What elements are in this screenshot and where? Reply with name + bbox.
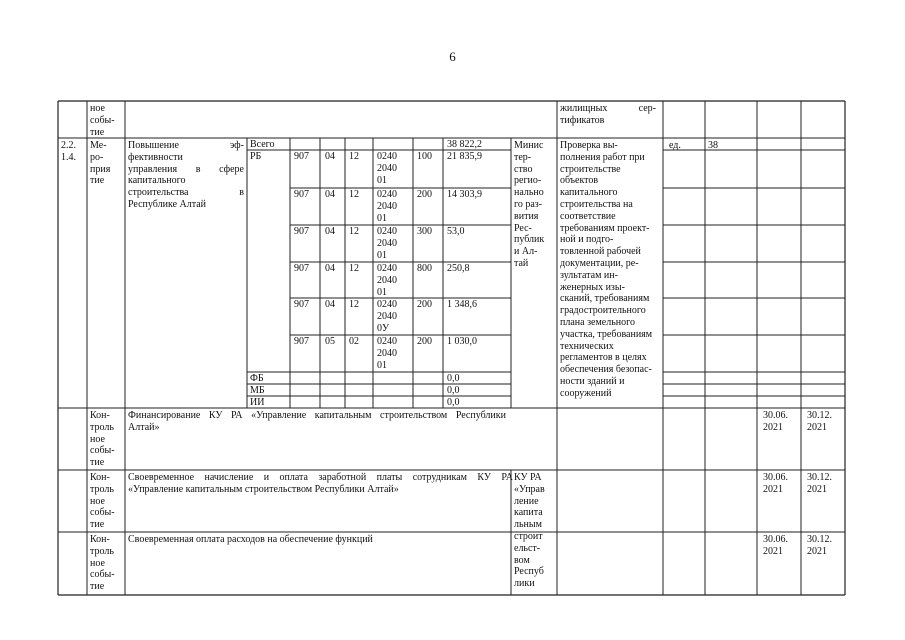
event-name-word: сфере: [219, 163, 244, 175]
budget-vr: 300: [417, 226, 432, 237]
event-kind-text: тие: [90, 126, 105, 138]
date-start: 30.06.: [763, 534, 788, 545]
control-event-text-word: строительством: [380, 410, 448, 421]
control-event-text: «Управление капитальным строительством Республики Алтай»: [128, 483, 399, 495]
control-event-text: [128, 410, 506, 422]
indicator-text: требованиям проект-: [560, 222, 650, 234]
control-event-kind: троль: [90, 545, 114, 557]
executor-text: тай: [514, 258, 529, 269]
indicator-text: тификатов: [560, 114, 605, 126]
budget-amount: 21 835,9: [447, 151, 482, 162]
event-kind-text: тие: [90, 175, 105, 187]
budget-amount: 0,0: [447, 397, 460, 408]
executor-text: ство: [514, 163, 533, 175]
control-event-text: Своевременная оплата расходов на обеспечение функций: [128, 534, 373, 545]
event-name: [128, 164, 244, 176]
budget-grbs: 907: [294, 336, 309, 347]
budget-pr: 12: [349, 189, 359, 200]
control-event-kind: Кон-: [90, 534, 110, 545]
budget-amount: 0,0: [447, 373, 460, 384]
target-value: 38: [708, 140, 718, 151]
budget-csr: 2040: [377, 274, 397, 286]
control-event-text-word: начисление: [204, 472, 254, 483]
budget-grbs: 907: [294, 263, 309, 274]
budget-grbs: 907: [294, 151, 309, 162]
control-event-text-word: заработной: [318, 472, 367, 483]
date-start: 30.06.: [763, 472, 788, 483]
indicator-text: соответствие: [560, 210, 616, 222]
event-name-word: строительства: [128, 187, 189, 199]
indicator-text: капитального: [560, 187, 618, 199]
control-event-text-word: РА: [501, 472, 513, 483]
indicator-text: сканий, требованиям: [560, 293, 650, 305]
event-name-word: в: [195, 163, 201, 175]
budget-csr: 01: [377, 212, 387, 224]
budget-rz: 04: [325, 299, 335, 310]
budget-rz: 04: [325, 263, 335, 274]
indicator-text: обеспечения безопас-: [560, 364, 652, 376]
date-start: 30.06.: [763, 410, 788, 421]
control-event-kind: тие: [90, 519, 105, 531]
budget-csr: 0240: [377, 226, 397, 237]
indicator-text-word: жилищных: [560, 103, 608, 114]
budget-amount: 0,0: [447, 385, 460, 396]
indicator-text: ности зданий и: [560, 376, 625, 387]
indicator-text: ной и подго-: [560, 234, 614, 246]
budget-grbs: 907: [294, 226, 309, 237]
event-name: [128, 140, 244, 152]
budget-source: Всего: [250, 139, 275, 150]
executor-text: нально: [514, 187, 544, 199]
budget-grbs: 907: [294, 299, 309, 310]
control-event-kind: ное: [90, 557, 105, 569]
budget-amount: 1 348,6: [447, 299, 477, 310]
control-event-text-word: КУ: [477, 472, 491, 483]
indicator-text: строительстве: [560, 163, 621, 175]
control-event-text-word: платы: [376, 472, 403, 483]
control-event-kind: собы-: [90, 507, 115, 519]
control-event-kind: Кон-: [90, 472, 110, 483]
event-name: [128, 187, 244, 199]
budget-pr: 02: [349, 336, 359, 347]
event-name-word: управления: [128, 163, 178, 175]
budget-csr: 0240: [377, 151, 397, 162]
control-event-text: Алтай»: [128, 421, 160, 433]
indicator-text: технических: [560, 340, 614, 352]
control-event-executor: ельст-: [514, 542, 541, 554]
indicator-text: регламентов в целях: [560, 352, 647, 364]
budget-pr: 12: [349, 151, 359, 162]
indicator-text: строительства на: [560, 199, 633, 210]
budget-csr: 01: [377, 249, 387, 261]
executor-text: публик: [514, 234, 545, 246]
budget-rz: 05: [325, 336, 335, 347]
budget-rz: 04: [325, 189, 335, 200]
control-event-text-word: РА: [231, 410, 243, 421]
date-end: 2021: [807, 421, 827, 433]
budget-csr: 0240: [377, 299, 397, 310]
control-event-executor: капита: [514, 507, 543, 519]
indicator-text: товленной рабочей: [560, 246, 641, 258]
budget-amount: 1 030,0: [447, 336, 477, 347]
date-end: 30.12.: [807, 410, 832, 421]
budget-grbs: 907: [294, 189, 309, 200]
budget-amount: 14 303,9: [447, 189, 482, 200]
indicator-text: зультатам ин-: [560, 269, 618, 281]
control-event-text-word: «Управление: [251, 410, 307, 421]
control-event-executor: лики: [514, 578, 535, 590]
indicator-text-word: сер-: [638, 103, 656, 114]
budget-csr: 0240: [377, 263, 397, 274]
budget-source: МБ: [250, 385, 265, 396]
page-number: 6: [449, 49, 456, 64]
budget-pr: 12: [349, 263, 359, 274]
budget-source: ФБ: [250, 373, 264, 384]
control-event-text-word: оплата: [279, 472, 308, 483]
budget-csr: 01: [377, 286, 387, 298]
control-event-kind: собы-: [90, 445, 115, 457]
budget-csr: 2040: [377, 200, 397, 212]
control-event-executor: Респуб: [514, 566, 544, 578]
control-event-text-word: Финансирование: [128, 410, 201, 421]
control-event-kind: ное: [90, 433, 105, 445]
date-end: 2021: [807, 483, 827, 495]
executor-text: тер-: [514, 151, 532, 163]
budget-csr: 2040: [377, 347, 397, 359]
control-event-text-word: Республики: [455, 410, 506, 421]
executor-text: Рес-: [514, 222, 532, 234]
executor-text: регио-: [514, 175, 542, 187]
control-event-kind: собы-: [90, 569, 115, 581]
unit-value: ед.: [669, 140, 681, 151]
budget-csr: 2040: [377, 162, 397, 174]
budget-csr: 01: [377, 359, 387, 371]
indicator-text: градостроительного: [560, 305, 646, 317]
budget-csr: 2040: [377, 310, 397, 322]
event-name-word: в: [239, 187, 244, 199]
indicator-text: Проверка вы-: [560, 140, 618, 151]
budget-vr: 200: [417, 336, 432, 347]
indicator-text: плана земельного: [560, 317, 635, 328]
indicator-text: [560, 103, 656, 115]
control-event-kind: троль: [90, 483, 114, 495]
control-event-executor: ление: [514, 495, 539, 507]
event-name-word: Повышение: [128, 140, 179, 151]
budget-rz: 04: [325, 151, 335, 162]
executor-text: и Ал-: [514, 246, 538, 258]
event-number: 2.2.: [61, 140, 76, 151]
control-event-text-word: КУ: [208, 410, 223, 421]
event-kind-text: собы-: [90, 114, 115, 126]
control-event-executor: «Управ: [514, 483, 545, 495]
budget-pr: 12: [349, 299, 359, 310]
budget-amount: 38 822,2: [447, 139, 482, 150]
budget-vr: 200: [417, 299, 432, 310]
date-start: 2021: [763, 483, 783, 495]
date-start: 2021: [763, 545, 783, 557]
budget-csr: 2040: [377, 237, 397, 249]
budget-vr: 200: [417, 189, 432, 200]
control-event-executor: льным: [514, 519, 542, 531]
control-event-kind: тие: [90, 457, 105, 469]
budget-csr: 01: [377, 174, 387, 186]
indicator-text: документации, ре-: [560, 258, 639, 269]
event-name: Республике Алтай: [128, 199, 206, 210]
budget-source: ИИ: [250, 397, 265, 408]
date-end: 30.12.: [807, 472, 832, 483]
date-end: 2021: [807, 545, 827, 557]
event-number: 1.4.: [61, 151, 76, 163]
date-end: 30.12.: [807, 534, 832, 545]
budget-amount: 53,0: [447, 226, 465, 237]
event-kind-text: прия: [90, 163, 111, 175]
event-kind-text: ное: [90, 103, 105, 114]
event-name: фективности: [128, 151, 183, 163]
indicator-text: объектов: [560, 175, 599, 187]
event-kind-text: Ме-: [90, 140, 107, 151]
control-event-text-word: капитальным: [314, 410, 372, 421]
budget-vr: 100: [417, 151, 432, 162]
control-event-kind: тие: [90, 581, 105, 593]
budget-csr: 0240: [377, 189, 397, 200]
executor-text: вития: [514, 210, 539, 222]
indicator-text: участка, требованиям: [560, 328, 653, 340]
control-event-executor: строит: [514, 531, 543, 542]
indicator-text: сооружений: [560, 387, 612, 399]
event-name: капитального: [128, 175, 186, 187]
control-event-text-word: и: [263, 472, 270, 483]
control-event-text-word: сотрудникам: [412, 472, 467, 483]
control-event-executor: КУ РА: [514, 472, 542, 483]
event-name-word: эф-: [229, 140, 244, 151]
event-kind-text: ро-: [90, 151, 104, 163]
budget-pr: 12: [349, 226, 359, 237]
budget-csr: 0У: [377, 322, 390, 334]
control-event-text-word: Своевременное: [128, 472, 195, 483]
budget-amount: 250,8: [447, 263, 470, 274]
indicator-text: женерных изы-: [560, 281, 625, 293]
control-event-kind: троль: [90, 421, 114, 433]
budget-csr: 0240: [377, 336, 397, 347]
control-event-kind: ное: [90, 495, 105, 507]
budget-vr: 800: [417, 263, 432, 274]
control-event-kind: Кон-: [90, 410, 110, 421]
date-start: 2021: [763, 421, 783, 433]
budget-source: РБ: [250, 151, 262, 162]
indicator-text: полнения работ при: [560, 151, 645, 163]
executor-text: Минис: [514, 140, 544, 151]
control-event-text: [128, 472, 513, 484]
control-event-executor: вом: [514, 554, 530, 566]
budget-rz: 04: [325, 226, 335, 237]
executor-text: го раз-: [514, 199, 543, 210]
